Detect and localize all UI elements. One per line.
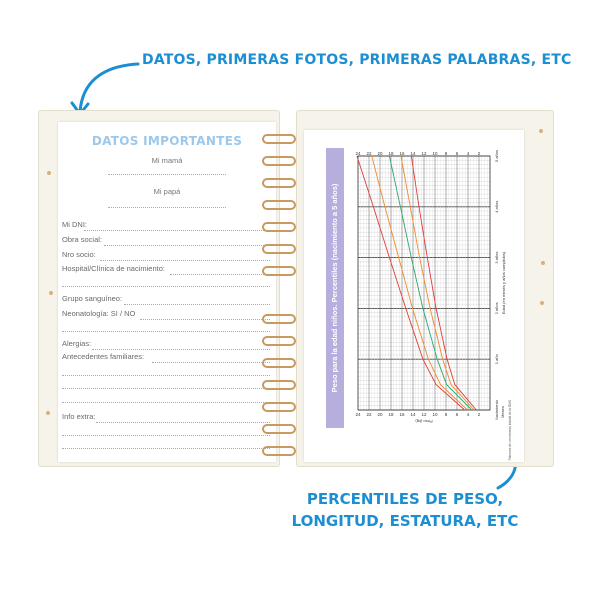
grupo-sanguineo-line[interactable]: [124, 304, 270, 305]
y-tick-label-bottom: 22: [366, 412, 372, 417]
y-tick-label-bottom: 14: [410, 412, 416, 417]
mi-papa-line[interactable]: [108, 207, 226, 208]
cover-dot: [540, 301, 544, 305]
y-tick-label-top: 20: [377, 151, 383, 156]
coil-ring: [262, 424, 296, 434]
y-tick-label-bottom: 12: [421, 412, 427, 417]
y-axis-unit: Peso (kg): [415, 419, 433, 424]
antecedentes-line-2[interactable]: [62, 375, 270, 376]
coil-ring: [262, 446, 296, 456]
mi-mama-line[interactable]: [108, 174, 226, 175]
spiral-coil: [262, 402, 296, 411]
y-tick-label-bottom: 20: [377, 412, 383, 417]
obra-social-line[interactable]: [104, 245, 270, 246]
info-extra-line[interactable]: [96, 422, 270, 423]
spiral-coil: [262, 446, 296, 455]
y-tick-label-bottom: 16: [399, 412, 405, 417]
x-axis-label: Edad (en meses y años cumplidos): [501, 251, 506, 315]
antecedentes-label: Antecedentes familiares:: [62, 352, 145, 361]
cover-dot: [46, 411, 50, 415]
spiral-coil: [262, 380, 296, 389]
datos-importantes-page: [58, 122, 276, 462]
x-tick-label: 2 años: [494, 302, 499, 315]
hospital-line[interactable]: [170, 274, 270, 275]
antecedentes-line[interactable]: [152, 362, 270, 363]
grupo-sanguineo-label: Grupo sanguíneo:: [62, 294, 123, 303]
coil-ring: [262, 266, 296, 276]
hospital-line-2[interactable]: [62, 286, 270, 287]
coil-ring: [262, 244, 296, 254]
coil-ring: [262, 200, 296, 210]
y-tick-label-top: 8: [444, 151, 448, 156]
nro-socio-line[interactable]: [100, 260, 270, 261]
spiral-coil: [262, 424, 296, 433]
spiral-coil: [262, 244, 296, 253]
coil-ring: [262, 314, 296, 324]
neonatologia-line-2[interactable]: [62, 331, 270, 332]
coil-ring: [262, 380, 296, 390]
page-title: DATOS IMPORTANTES: [91, 134, 243, 148]
x-tick-label: 4 años: [494, 200, 499, 213]
coil-ring: [262, 134, 296, 144]
spiral-coil: [262, 200, 296, 209]
x-tick-label: 1 año: [494, 354, 499, 365]
x-axis-months: Meses: [500, 406, 505, 418]
neonatologia-label: Neonatología: SI / NO: [62, 309, 136, 318]
y-tick-label-top: 6: [455, 151, 459, 156]
antecedentes-line-3[interactable]: [62, 388, 270, 389]
spiral-coil: [262, 134, 296, 143]
y-tick-label-top: 14: [410, 151, 416, 156]
x-tick-label: 3 años: [494, 251, 499, 264]
info-extra-line-2[interactable]: [62, 435, 270, 436]
spiral-coil: [262, 178, 296, 187]
mi-mama-label: Mi mamá: [151, 156, 183, 165]
cover-dot: [47, 171, 51, 175]
alergias-line[interactable]: [92, 349, 270, 350]
y-tick-label-top: 10: [432, 151, 438, 156]
coil-ring: [262, 156, 296, 166]
spiral-coil: [262, 314, 296, 323]
y-tick-label-bottom: 6: [455, 412, 459, 417]
chart-source: Patrones de crecimiento infantil de la OMS: [508, 400, 512, 461]
callout-bottom-line-1: PERCENTILES DE PESO,: [306, 490, 504, 508]
coil-ring: [262, 336, 296, 346]
y-tick-label-bottom: 10: [432, 412, 438, 417]
callout-bottom-line-2: LONGITUD, ESTATURA, ETC: [291, 512, 519, 530]
x-tick-label: 5 años: [494, 149, 499, 163]
mi-papa-label: Mi papá: [153, 187, 181, 196]
dni-label: Mi DNI:: [62, 220, 87, 229]
spiral-coil: [262, 222, 296, 231]
info-extra-label: Info extra:: [62, 412, 96, 421]
cover-dot: [49, 291, 53, 295]
weight-for-age-chart: [344, 148, 516, 461]
y-tick-label-bottom: 4: [466, 412, 470, 417]
coil-ring: [262, 178, 296, 188]
antecedentes-line-4[interactable]: [62, 402, 270, 403]
x-tick-label: Nacimiento: [494, 399, 499, 421]
y-tick-label-top: 18: [388, 151, 394, 156]
y-tick-label-top: 16: [399, 151, 405, 156]
alergias-label: Alergias:: [62, 339, 92, 348]
y-tick-label-top: 24: [355, 151, 361, 156]
y-tick-label-top: 12: [421, 151, 427, 156]
info-extra-line-3[interactable]: [62, 448, 270, 449]
spiral-coil: [262, 156, 296, 165]
callout-top-text: DATOS, PRIMERAS FOTOS, PRIMERAS PALABRAS, ETC: [142, 52, 572, 68]
neonatologia-line[interactable]: [140, 319, 270, 320]
obra-social-label: Obra social:: [62, 235, 103, 244]
y-tick-label-top: 4: [466, 151, 470, 156]
spiral-coil: [262, 336, 296, 345]
coil-ring: [262, 402, 296, 412]
y-tick-label-top: 2: [477, 151, 481, 156]
hospital-label: Hospital/Clínica de nacimiento:: [62, 264, 165, 273]
dni-line[interactable]: [84, 230, 270, 231]
y-tick-label-bottom: 18: [388, 412, 394, 417]
y-tick-label-bottom: 2: [477, 412, 481, 417]
nro-socio-label: Nro socio:: [62, 250, 96, 259]
y-tick-label-top: 22: [366, 151, 372, 156]
spiral-coil: [262, 358, 296, 367]
spiral-coil: [262, 266, 296, 275]
coil-ring: [262, 222, 296, 232]
chart-title: Peso para la edad niños. Percentiles (nacimiento a 5 años): [329, 183, 339, 393]
cover-dot: [541, 261, 545, 265]
chart-title-svg: [326, 148, 344, 428]
y-tick-label-bottom: 8: [444, 412, 448, 417]
coil-ring: [262, 358, 296, 368]
cover-dot: [539, 129, 543, 133]
y-tick-label-bottom: 24: [355, 412, 361, 417]
